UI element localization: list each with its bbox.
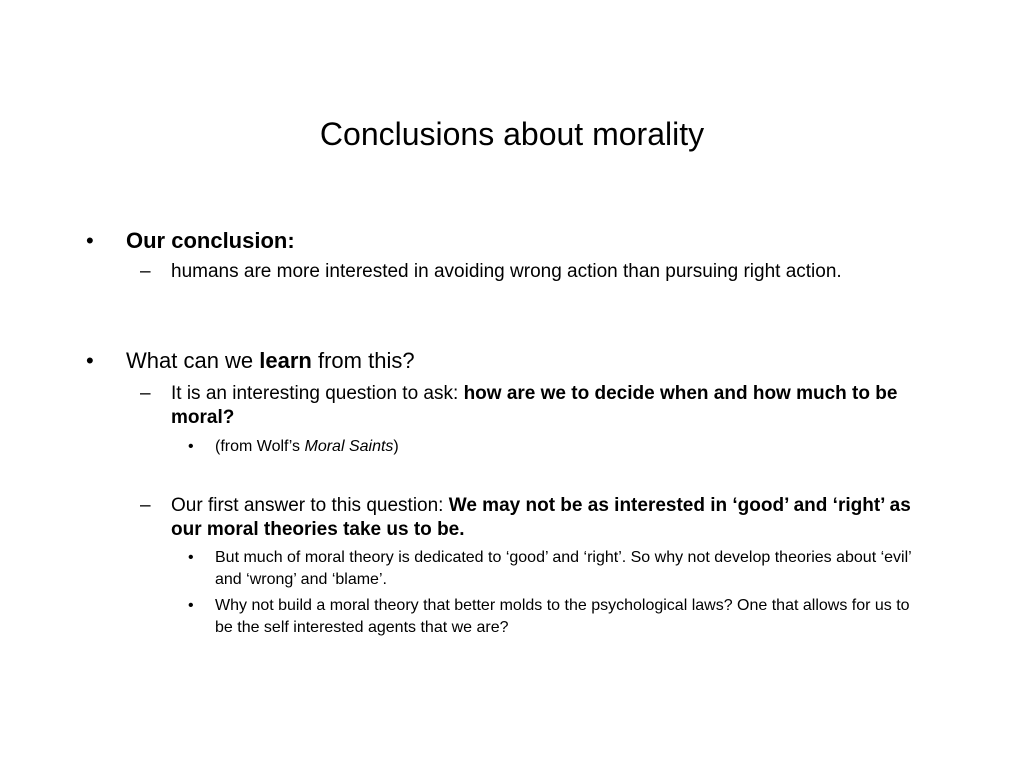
bullet-marker: • xyxy=(86,228,94,253)
sub-bullet-first-answer xyxy=(140,494,930,542)
sub-bullet-prefix: It is an interesting question to ask: xyxy=(171,383,464,404)
subsub-bullet-moral-theory xyxy=(188,547,928,591)
sub-bullet-bold: how are we to decide when and how much to be moral? xyxy=(171,383,898,428)
dash-marker: – xyxy=(140,383,151,404)
bullet-text-suffix: from this? xyxy=(311,348,415,373)
subsub-bullet-wolf xyxy=(188,436,928,458)
sub-bullet-prefix: Our first answer to this question: xyxy=(171,495,449,516)
dash-marker: – xyxy=(140,261,151,282)
subsub-prefix: (from Wolf’s xyxy=(215,438,305,455)
bullet-marker: • xyxy=(86,348,94,373)
sub-bullet-bold: We may not be as interested in ‘good’ and ‘right’ as our moral theories take us to be. xyxy=(171,495,911,540)
bullet-marker: • xyxy=(188,549,194,566)
bullet-text-prefix: What can we xyxy=(126,348,260,373)
sub-bullet-humans xyxy=(140,260,920,284)
subsub-text: Why not build a moral theory that better molds to the psychological laws? One that allows for us to be the self interested agents that we are? xyxy=(215,597,910,636)
dash-marker: – xyxy=(140,495,151,516)
bullet-label: Our conclusion: xyxy=(126,228,295,253)
subsub-italic: Moral Saints xyxy=(304,438,394,455)
subsub-bullet-psychological-laws xyxy=(188,595,928,639)
sub-bullet-interesting-question xyxy=(140,382,930,430)
bullet-marker: • xyxy=(188,597,194,614)
bullet-our-conclusion xyxy=(86,228,946,254)
bullet-marker: • xyxy=(188,438,194,455)
sub-bullet-text: humans are more interested in avoiding wrong action than pursuing right action. xyxy=(171,261,842,282)
subsub-suffix: ) xyxy=(393,438,399,455)
bullet-text-bold: learn xyxy=(259,348,312,373)
slide-title: Conclusions about morality xyxy=(319,116,705,152)
bullet-what-can-we-learn xyxy=(86,348,946,374)
subsub-text: But much of moral theory is dedicated to ‘good’ and ‘right’. So why not develop theories about ‘evil’ and ‘wrong’ and ‘blame’. xyxy=(215,549,912,588)
